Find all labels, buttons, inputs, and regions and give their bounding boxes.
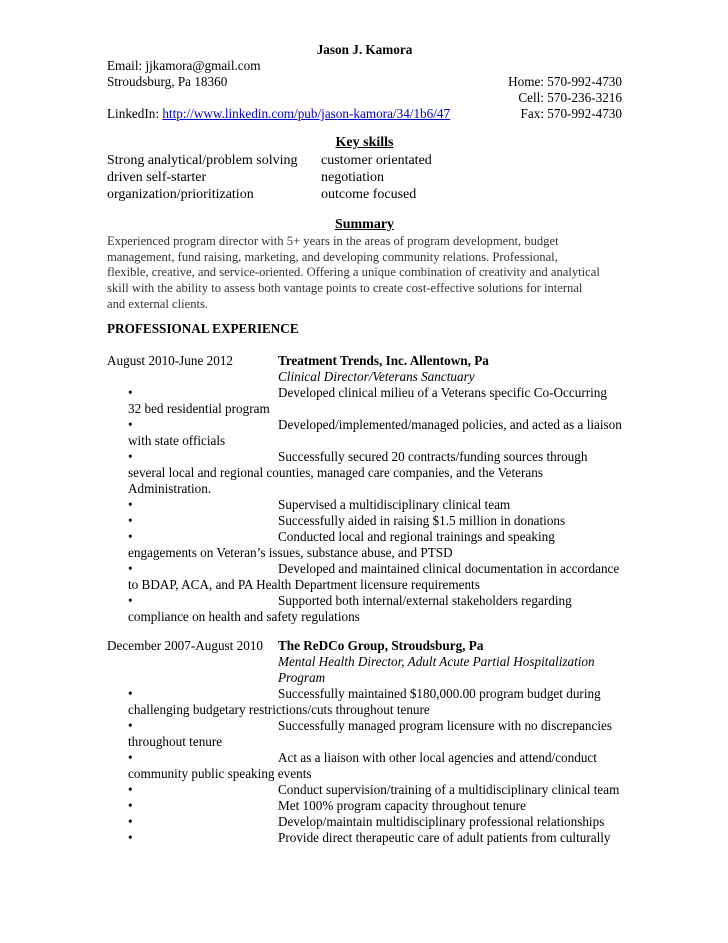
bullet-icon: • bbox=[128, 513, 133, 528]
job-bullet-continuation: throughout tenure bbox=[128, 734, 223, 749]
job-title: Program bbox=[278, 670, 326, 685]
bullet-icon: • bbox=[128, 750, 133, 765]
key-skills-heading: Key skills bbox=[335, 135, 394, 150]
job-bullet-text: Supported both internal/external stakeholders regarding bbox=[278, 593, 572, 608]
job-bullet-continuation: to BDAP, ACA, and PA Health Department licensure requirements bbox=[128, 577, 480, 592]
job-bullet-text: Successfully managed program licensure with no discrepancies bbox=[278, 718, 612, 733]
job-bullet-continuation: community public speaking events bbox=[128, 766, 312, 781]
bullet-icon: • bbox=[128, 561, 133, 576]
bullet-icon: • bbox=[128, 497, 133, 512]
job-bullet-continuation: 32 bed residential program bbox=[128, 401, 270, 416]
job-title: Mental Health Director, Adult Acute Partial Hospitalization bbox=[278, 654, 595, 669]
job-bullet-text: Developed clinical milieu of a Veterans specific Co-Occurring bbox=[278, 385, 607, 400]
skill-item: Strong analytical/problem solving bbox=[107, 153, 298, 168]
email-line: Email: jjkamora@gmail.com bbox=[107, 58, 261, 73]
bullet-icon: • bbox=[128, 782, 133, 797]
job-title: Clinical Director/Veterans Sanctuary bbox=[278, 369, 475, 384]
job-bullet-continuation: engagements on Veteran’s issues, substance abuse, and PTSD bbox=[128, 545, 453, 560]
linkedin-label: LinkedIn: bbox=[107, 106, 163, 121]
bullet-icon: • bbox=[128, 385, 133, 400]
job-bullet-text: Provide direct therapeutic care of adult patients from culturally bbox=[278, 830, 611, 845]
job-bullet-text: Met 100% program capacity throughout tenure bbox=[278, 798, 526, 813]
bullet-icon: • bbox=[128, 417, 133, 432]
linkedin-link[interactable]: http://www.linkedin.com/pub/jason-kamora/34/1b6/47 bbox=[162, 106, 451, 121]
summary-line: management, fund raising, marketing, and developing community relations. Professional, bbox=[107, 249, 558, 264]
job-bullet-text: Develop/maintain multidisciplinary professional relationships bbox=[278, 814, 605, 829]
summary-line: Experienced program director with 5+ years in the areas of program development, budget bbox=[107, 234, 559, 248]
job-dates: December 2007-August 2010 bbox=[107, 638, 264, 653]
location-line: Stroudsburg, Pa 18360 bbox=[107, 74, 228, 89]
job-bullet-text: Conduct supervision/training of a multidisciplinary clinical team bbox=[278, 782, 620, 797]
fax-number: Fax: 570-992-4730 bbox=[520, 106, 622, 121]
job-bullet-text: Act as a liaison with other local agencies and attend/conduct bbox=[278, 750, 597, 765]
skill-item: outcome focused bbox=[321, 187, 417, 202]
job-bullet-text: Supervised a multidisciplinary clinical team bbox=[278, 497, 511, 512]
skill-item: organization/prioritization bbox=[107, 187, 254, 202]
home-phone: Home: 570-992-4730 bbox=[508, 74, 622, 89]
cell-phone: Cell: 570-236-3216 bbox=[518, 90, 622, 105]
bullet-icon: • bbox=[128, 830, 133, 845]
job-dates: August 2010-June 2012 bbox=[107, 353, 234, 368]
job-bullet-text: Developed/implemented/managed policies, and acted as a liaison bbox=[278, 417, 622, 432]
resume-name: Jason J. Kamora bbox=[316, 42, 413, 57]
summary-line: skill with the ability to assess both vantage points to create cost-effective solutions for internal bbox=[107, 281, 583, 296]
bullet-icon: • bbox=[128, 449, 133, 464]
summary-line: flexible, creative, and service-oriented. Offering a unique combination of creativity and analytical bbox=[107, 265, 600, 280]
experience-heading: PROFESSIONAL EXPERIENCE bbox=[107, 321, 299, 336]
job-bullet-continuation: challenging budgetary restrictions/cuts throughout tenure bbox=[128, 702, 430, 717]
job-bullet-continuation: Administration. bbox=[128, 481, 212, 496]
job-bullet-text: Conducted local and regional trainings and speaking bbox=[278, 529, 555, 544]
job-employer: The ReDCo Group, Stroudsburg, Pa bbox=[278, 638, 484, 653]
bullet-icon: • bbox=[128, 814, 133, 829]
job-bullet-text: Developed and maintained clinical documentation in accordance bbox=[278, 561, 620, 576]
bullet-icon: • bbox=[128, 593, 133, 608]
job-bullet-continuation: with state officials bbox=[128, 433, 226, 448]
job-bullet-text: Successfully maintained $180,000.00 program budget during bbox=[278, 686, 601, 701]
job-bullet-continuation: compliance on health and safety regulations bbox=[128, 609, 360, 624]
bullet-icon: • bbox=[128, 798, 133, 813]
skill-item: customer orientated bbox=[321, 153, 432, 168]
summary-heading: Summary bbox=[334, 217, 395, 232]
job-employer: Treatment Trends, Inc. Allentown, Pa bbox=[278, 353, 489, 368]
job-bullet-continuation: several local and regional counties, managed care companies, and the Veterans bbox=[128, 465, 543, 480]
job-bullet-text: Successfully secured 20 contracts/funding sources through bbox=[278, 449, 588, 464]
job-bullet-text: Successfully aided in raising $1.5 million in donations bbox=[278, 513, 566, 528]
bullet-icon: • bbox=[128, 686, 133, 701]
summary-line: and external clients. bbox=[107, 296, 209, 311]
bullet-icon: • bbox=[128, 718, 133, 733]
skill-item: driven self-starter bbox=[107, 170, 207, 185]
linkedin-line bbox=[107, 106, 450, 122]
bullet-icon: • bbox=[128, 529, 133, 544]
skill-item: negotiation bbox=[321, 170, 384, 185]
